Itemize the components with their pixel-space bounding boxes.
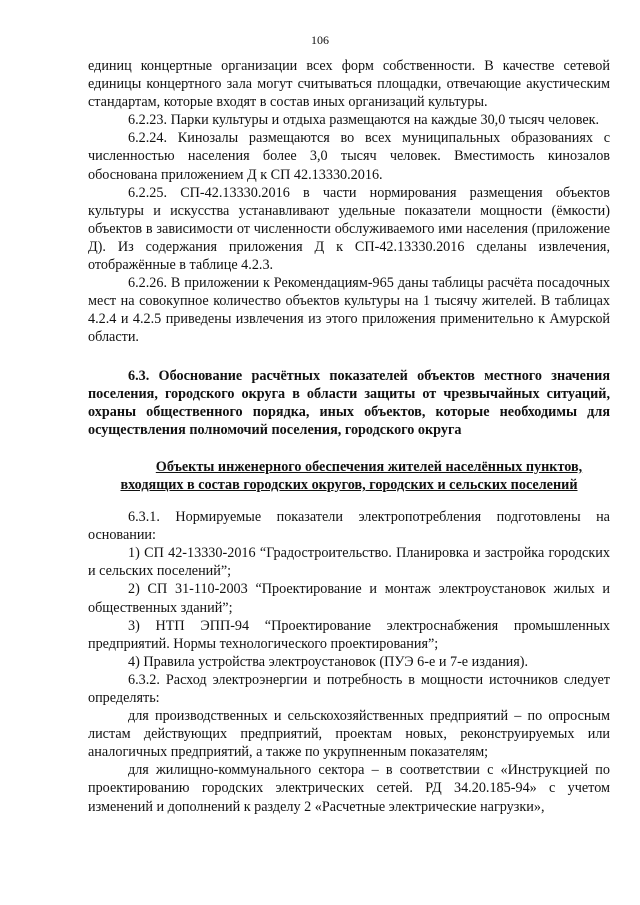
section-heading-6-3: 6.3. Обоснование расчётных показателей объектов местного значения поселения, городского округа в области защиты от чрезвычайных ситуаций, охраны общественного порядка, иных объектов, которые необходимы для осуществления полномочий поселения, городского округа (88, 367, 610, 438)
list-item-1: 1) СП 42-13330-2016 “Градостроительство. Планировка и застройка городских и сельских поселений”; (88, 545, 610, 580)
paragraph-6-2-26: 6.2.26. В приложении к Рекомендациям-965 даны таблицы расчёта посадочных мест на совокупное количество объектов культуры на 1 тысячу жителей. В таблицах 4.2.4 и 4.2.5 приведены извлечения из этого приложения применительно к Амурской области. (88, 275, 610, 346)
paragraph-6-3-2: 6.3.2. Расход электроэнергии и потребность в мощности источников следует определять: (88, 671, 610, 706)
paragraph-continuation: единиц концертные организации всех форм собственности. В качестве сетевой единицы концертного зала могут считываться площадки, отвечающие акустическим стандартам, которые входят в состав иных организаций культуры. (88, 58, 610, 111)
paragraph-6-2-24: 6.2.24. Кинозалы размещаются во всех муниципальных образованиях с численностью населения более 3,0 тысяч человек. Вместимость кинозалов обоснована приложением Д к СП 42.13330.2016. (88, 130, 610, 183)
paragraph-housing: для жилищно-коммунального сектора – в соответствии с «Инструкцией по проектированию городских электрических сетей. РД 34.20.185-94» с учетом изменений и дополнений к разделу 2 «Расчетные электрические нагрузки», (88, 762, 610, 815)
page-body (88, 57, 610, 816)
paragraph-6-2-25: 6.2.25. СП-42.13330.2016 в части нормирования размещения объектов культуры и искусства устанавливают удельные показатели мощности (ёмкости) объектов в зависимости от численности обслуживаемого ими населения (приложение Д). Из содержания приложения Д к СП-42.13330.2016 сделаны извлечения, отображённые в таблице 4.2.3. (88, 184, 610, 274)
list-item-3: 3) НТП ЭПП-94 “Проектирование электроснабжения промышленных предприятий. Нормы технологического проектирования”; (88, 617, 610, 652)
paragraph-6-2-23: 6.2.23. Парки культуры и отдыха размещаются на каждые 30,0 тысяч человек. (128, 112, 600, 129)
list-item-4: 4) Правила устройства электроустановок (ПУЭ 6-е и 7-е издания). (128, 653, 529, 670)
paragraph-6-3-1: 6.3.1. Нормируемые показатели электропотребления подготовлены на основании: (88, 509, 610, 544)
list-item-2: 2) СП 31-110-2003 “Проектирование и монтаж электроустановок жилых и общественных зданий”; (88, 581, 610, 616)
subsection-heading-engineering: Объекты инженерного обеспечения жителей населённых пунктов, входящих в состав городских округов, городских и сельских поселений (120, 458, 583, 493)
page-number: 106 (311, 33, 329, 47)
paragraph-industrial: для производственных и сельскохозяйственных предприятий – по опросным листам действующих предприятий, проектам новых, реконструируемых или аналогичных предприятий, а также по укрупненным показателям; (88, 708, 610, 761)
